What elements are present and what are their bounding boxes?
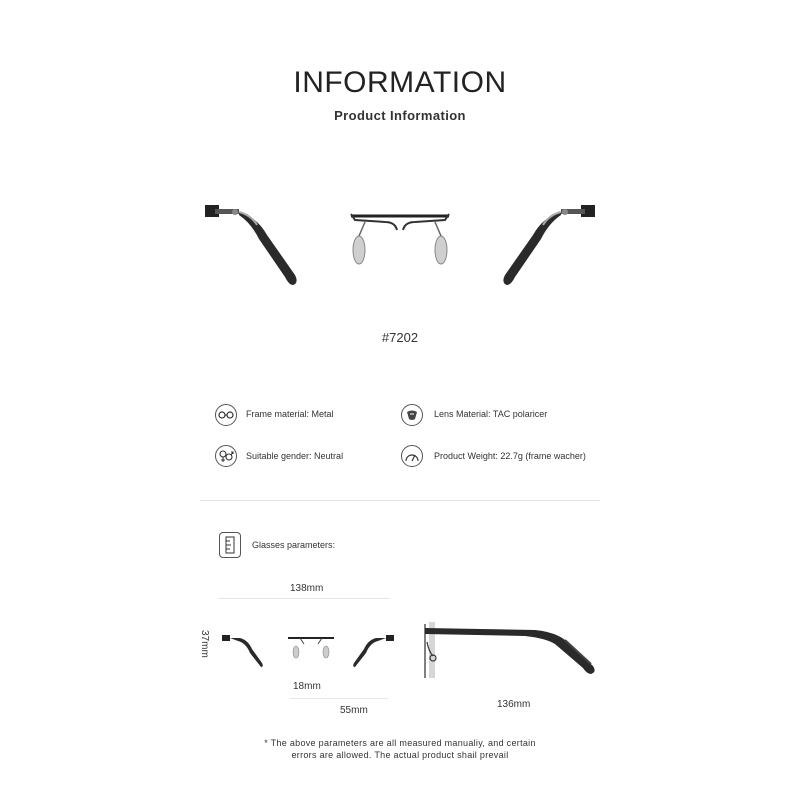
front-frame-photo: [345, 200, 455, 270]
gender-text: Suitable gender: Neutral: [246, 451, 344, 461]
side-view-glasses-photo: [415, 618, 600, 683]
footnote-line-1: * The above parameters are all measured manualiy, and certain: [264, 738, 536, 748]
overall-width-line: [218, 598, 390, 599]
right-temple-photo: [490, 185, 605, 295]
section-divider: [200, 500, 600, 501]
page-title: INFORMATION: [293, 66, 507, 99]
ruler-icon: [219, 532, 241, 558]
lens-material-text: Lens Material: TAC polaricer: [434, 409, 548, 419]
weight-text: Product Weight: 22.7g (frame wacher): [434, 451, 586, 461]
small-left-temple-photo: [218, 625, 268, 670]
overall-width-label: 138mm: [290, 583, 324, 594]
frame-material-text: Frame material: Metal: [246, 409, 334, 419]
left-temple-photo: [195, 185, 310, 295]
gender-icon: [215, 445, 237, 467]
model-number: #7202: [381, 330, 419, 345]
glasses-icon: [215, 404, 237, 426]
small-front-frame-photo: [286, 632, 336, 662]
gauge-icon: [401, 445, 423, 467]
lens-height-label: 37mm: [199, 630, 210, 658]
temple-length-label: 136mm: [497, 699, 531, 710]
page-subtitle: Product Information: [334, 108, 466, 123]
lens-width-label: 55mm: [340, 705, 368, 716]
small-right-temple-photo: [348, 625, 398, 670]
lens-width-line: [290, 698, 388, 699]
glasses-parameters-label: Glasses parameters:: [252, 540, 336, 550]
footnote-line-2: errors are allowed. The actual product shail prevail: [291, 750, 509, 760]
bridge-label: 18mm: [293, 681, 321, 692]
lens-icon: [401, 404, 423, 426]
